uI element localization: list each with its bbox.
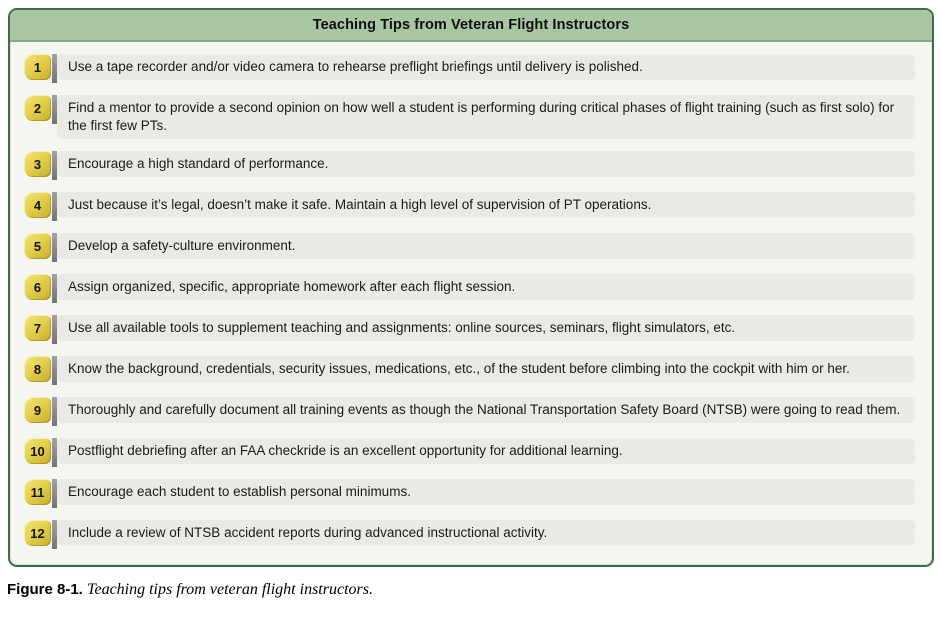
- tip-number-badge: [24, 356, 51, 382]
- tip-number: 12: [30, 525, 45, 541]
- tip-text: Encourage each student to establish personal minimums.: [57, 479, 915, 505]
- tip-number: 8: [33, 361, 42, 377]
- tip-row: [24, 151, 915, 180]
- tip-number-badge: [24, 315, 51, 341]
- tip-text: Develop a safety-culture environment.: [57, 233, 915, 259]
- tip-number-badge: [24, 520, 51, 546]
- tip-row: [24, 274, 915, 303]
- tip-row: [24, 479, 915, 508]
- tip-number: 9: [33, 402, 42, 418]
- figure-caption-label: Figure 8-1.: [7, 581, 83, 598]
- tip-number-badge: [24, 192, 51, 218]
- tip-row: [24, 397, 915, 426]
- tip-number: 10: [30, 443, 45, 459]
- tip-row: [24, 356, 915, 385]
- tip-row: [24, 192, 915, 221]
- figure-caption-text: Teaching tips from veteran flight instructors.: [87, 581, 373, 598]
- tip-number-badge: [24, 233, 51, 259]
- tip-row: [24, 315, 915, 344]
- tip-number: 7: [33, 320, 42, 336]
- tip-text: Know the background, credentials, security issues, medications, etc., of the student before climbing into the cockpit with him or her.: [57, 356, 915, 382]
- tip-number: 1: [33, 59, 42, 75]
- tip-number-badge: [24, 274, 51, 300]
- document-page: [0, 8, 942, 626]
- tip-text: Encourage a high standard of performance.: [57, 151, 915, 177]
- tip-number-badge: [24, 151, 51, 177]
- tip-number: 4: [33, 197, 42, 213]
- tip-text: Thoroughly and carefully document all training events as though the National Transportation Safety Board (NTSB) were going to read them.: [57, 397, 915, 423]
- tip-row: [24, 233, 915, 262]
- teaching-tips-figure-box: [8, 8, 934, 567]
- tip-text: Just because it’s legal, doesn’t make it safe. Maintain a high level of supervision of PT operations.: [57, 192, 915, 218]
- tip-number: 2: [33, 100, 42, 116]
- tip-number: 3: [33, 156, 42, 172]
- tip-row: [24, 438, 915, 467]
- figure-caption: [7, 581, 942, 599]
- tip-row: [24, 520, 915, 549]
- tip-row: [24, 95, 915, 139]
- tip-number: 5: [33, 238, 42, 254]
- tip-number-badge: [24, 479, 51, 505]
- tip-text: Postflight debriefing after an FAA checkride is an excellent opportunity for additional learning.: [57, 438, 915, 464]
- tip-text: Include a review of NTSB accident reports during advanced instructional activity.: [57, 520, 915, 546]
- tip-text: Use all available tools to supplement teaching and assignments: online sources, seminars, flight simulators, etc.: [57, 315, 915, 341]
- tip-text: Assign organized, specific, appropriate homework after each flight session.: [57, 274, 915, 300]
- tip-number-badge: [24, 438, 51, 464]
- tip-number: 11: [30, 484, 45, 500]
- tip-number: 6: [33, 279, 42, 295]
- tip-text: Use a tape recorder and/or video camera to rehearse preflight briefings until delivery is polished.: [57, 54, 915, 80]
- figure-title: Teaching Tips from Veteran Flight Instructors: [10, 10, 932, 42]
- tip-text: Find a mentor to provide a second opinion on how well a student is performing during critical phases of flight training (such as first solo) for the first few PTs.: [57, 95, 915, 139]
- tips-list: [10, 42, 932, 565]
- tip-number-badge: [24, 54, 51, 80]
- tip-number-badge: [24, 397, 51, 423]
- tip-row: [24, 54, 915, 83]
- tip-number-badge: [24, 95, 51, 121]
